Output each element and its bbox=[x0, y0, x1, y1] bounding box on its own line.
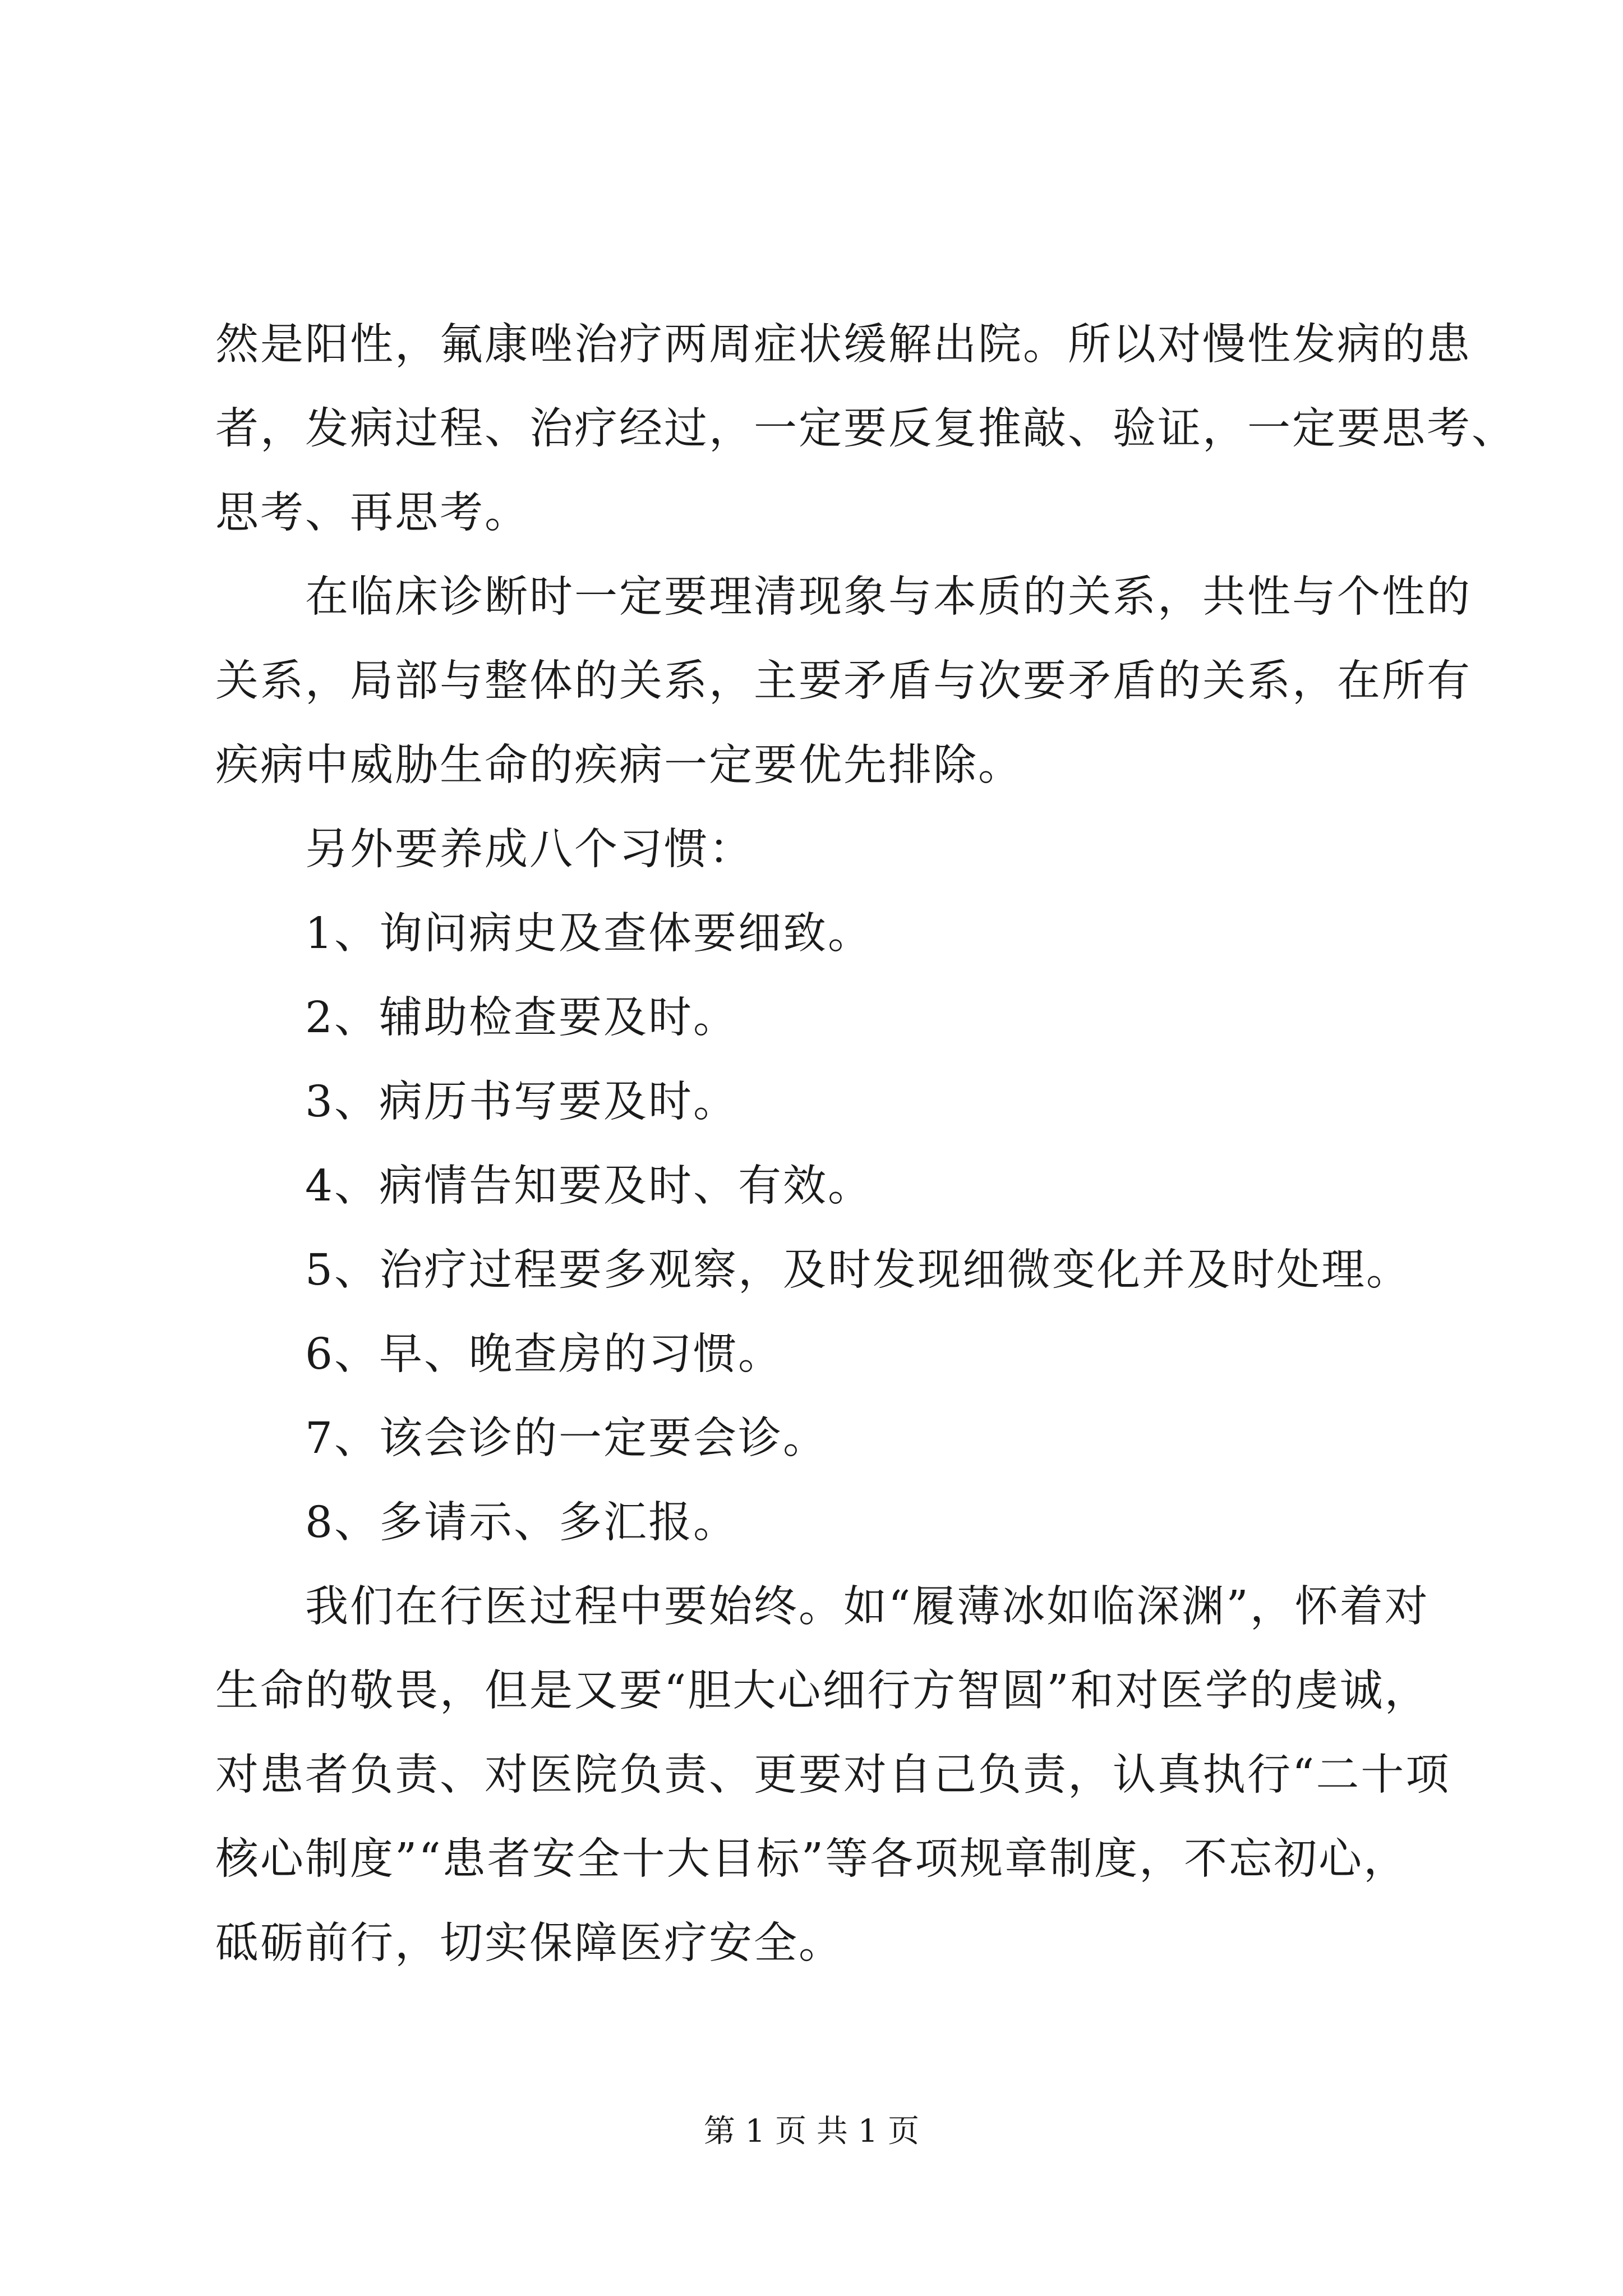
paragraph-line: 另外要养成八个习惯： bbox=[305, 825, 754, 875]
paragraph-line: 者，发病过程、治疗经过，一定要反复推敲、验证，一定要思考、 bbox=[215, 404, 1516, 454]
list-item: 5、治疗过程要多观察，及时发现细微变化并及时处理。 bbox=[305, 1245, 1411, 1295]
paragraph-line: 生命的敬畏，但是又要“胆大心细行方智圆”和对医学的虔诚， bbox=[215, 1666, 1430, 1716]
paragraph-line: 然是阳性，氟康唑治疗两周症状缓解出院。所以对慢性发病的患 bbox=[215, 320, 1472, 370]
paragraph-line: 关系，局部与整体的关系，主要矛盾与次要矛盾的关系，在所有 bbox=[215, 656, 1472, 706]
document-body bbox=[215, 303, 1516, 1986]
list-item: 8、多请示、多汇报。 bbox=[305, 1498, 738, 1548]
paragraph-line: 我们在行医过程中要始终。如“履薄冰如临深渊”，怀着对 bbox=[305, 1582, 1430, 1632]
paragraph-line: 在临床诊断时一定要理清现象与本质的关系，共性与个性的 bbox=[305, 572, 1472, 622]
paragraph-line: 核心制度”“患者安全十大目标”等各项规章制度，不忘初心， bbox=[215, 1834, 1409, 1884]
paragraph-line: 对患者负责、对医院负责、更要对自己负责，认真执行“二十项 bbox=[215, 1750, 1451, 1800]
list-item: 7、该会诊的一定要会诊。 bbox=[305, 1414, 828, 1464]
list-item: 6、早、晚查房的习惯。 bbox=[305, 1329, 783, 1379]
page-footer bbox=[0, 2109, 1623, 2154]
page-number-label: 第 1 页 共 1 页 bbox=[703, 2113, 920, 2150]
paragraph-line: 疾病中威胁生命的疾病一定要优先排除。 bbox=[215, 740, 1023, 790]
paragraph-line: 砥砺前行，切实保障医疗安全。 bbox=[215, 1918, 843, 1968]
list-item: 1、询问病史及查体要细致。 bbox=[305, 909, 873, 959]
list-item: 3、病历书写要及时。 bbox=[305, 1077, 738, 1127]
list-item: 2、辅助检查要及时。 bbox=[305, 993, 738, 1043]
list-item: 4、病情告知要及时、有效。 bbox=[305, 1161, 873, 1211]
paragraph-line: 思考、再思考。 bbox=[215, 488, 529, 538]
